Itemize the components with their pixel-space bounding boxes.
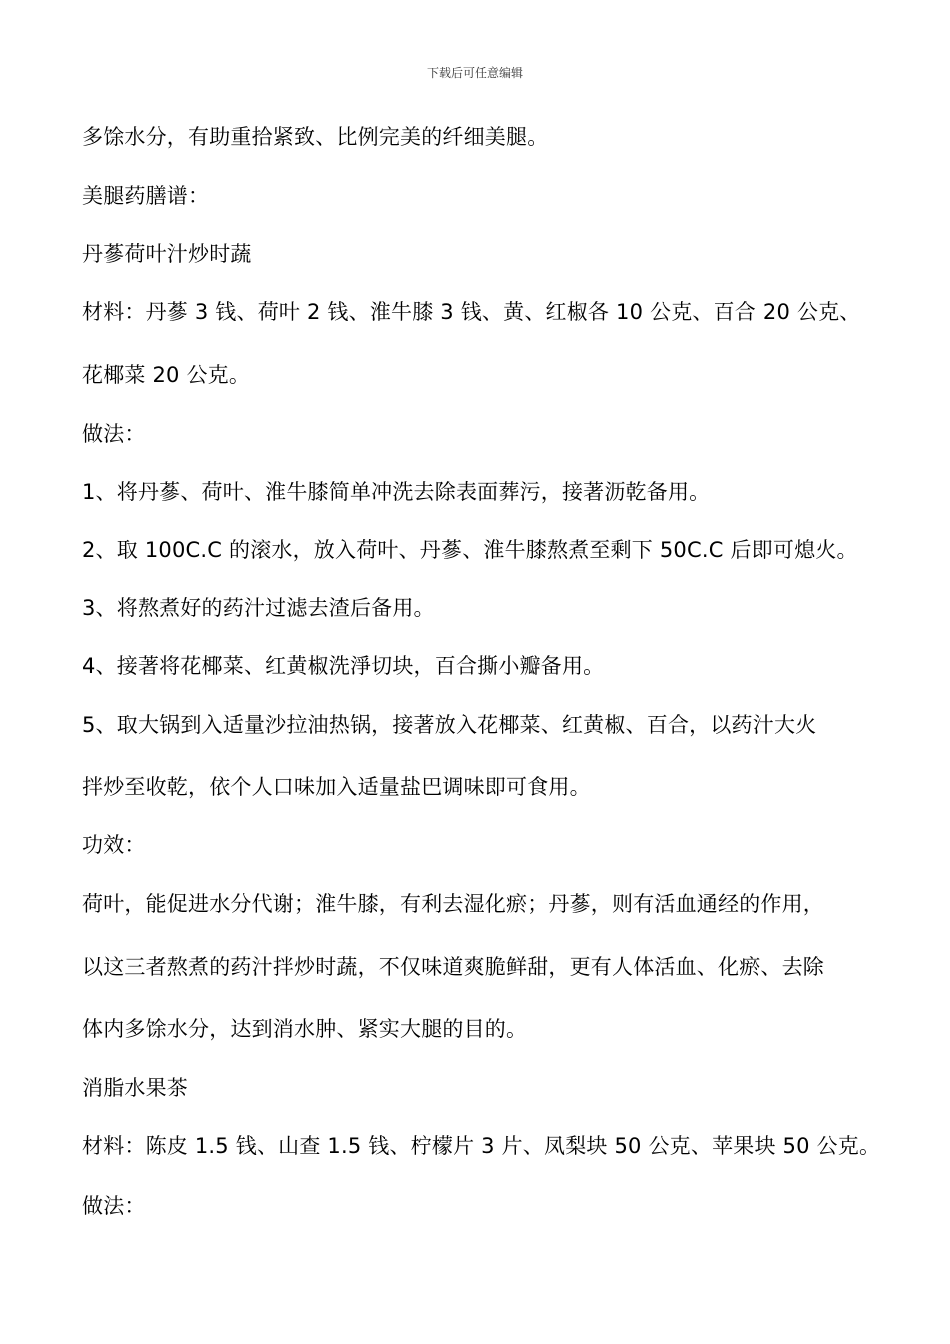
step-1: 1、将丹蔘、荷叶、淮牛膝简单冲洗去除表面葬污，接著沥乾备用。 (82, 480, 711, 504)
text-line-1: 多馀水分，有助重拾紧致、比例完美的纤细美腿。 (82, 125, 549, 149)
effects-line-1: 荷叶，能促进水分代谢；淮牛膝，有利去湿化瘀；丹蔘，则有活血通经的作用， (82, 892, 824, 916)
step-5-line-2: 拌炒至收乾，依个人口味加入适量盐巴调味即可食用。 (82, 775, 591, 799)
effects-line-3: 体内多馀水分，达到消水肿、紧实大腿的目的。 (82, 1017, 528, 1041)
recipe-title-2: 消脂水果茶 (82, 1076, 188, 1100)
ingredients-line-2: 花椰菜 20 公克。 (82, 363, 251, 387)
step-4: 4、接著将花椰菜、红黄椒洗淨切块，百合撕小瓣备用。 (82, 654, 605, 678)
method-heading-1: 做法： (82, 422, 146, 446)
section-heading-recipes: 美腿药膳谱： (82, 184, 210, 208)
recipe-title-1: 丹蔘荷叶汁炒时蔬 (82, 242, 252, 266)
effects-heading: 功效： (82, 833, 146, 857)
method-heading-2: 做法： (82, 1194, 146, 1218)
page-header: 下载后可任意编辑 (426, 66, 523, 80)
step-2: 2、取 100C.C 的滚水，放入荷叶、丹蔘、淮牛膝熬煮至剩下 50C.C 后即可熄火。 (82, 538, 858, 562)
effects-line-2: 以这三者熬煮的药汁拌炒时蔬，不仅味道爽脆鲜甜，更有人体活血、化瘀、去除 (82, 955, 824, 979)
step-5-line-1: 5、取大锅到入适量沙拉油热锅，接著放入花椰菜、红黄椒、百合，以药汁大火 (82, 713, 817, 737)
step-3: 3、将熬煮好的药汁过滤去渣后备用。 (82, 596, 435, 620)
ingredients-line-3: 材料：陈皮 1.5 钱、山查 1.5 钱、柠檬片 3 片、凤梨块 50 公克、苹果块 50 公克。 (82, 1134, 881, 1158)
ingredients-line-1: 材料：丹蔘 3 钱、荷叶 2 钱、淮牛膝 3 钱、黄、红椒各 10 公克、百合 20 公克、 (82, 300, 861, 324)
